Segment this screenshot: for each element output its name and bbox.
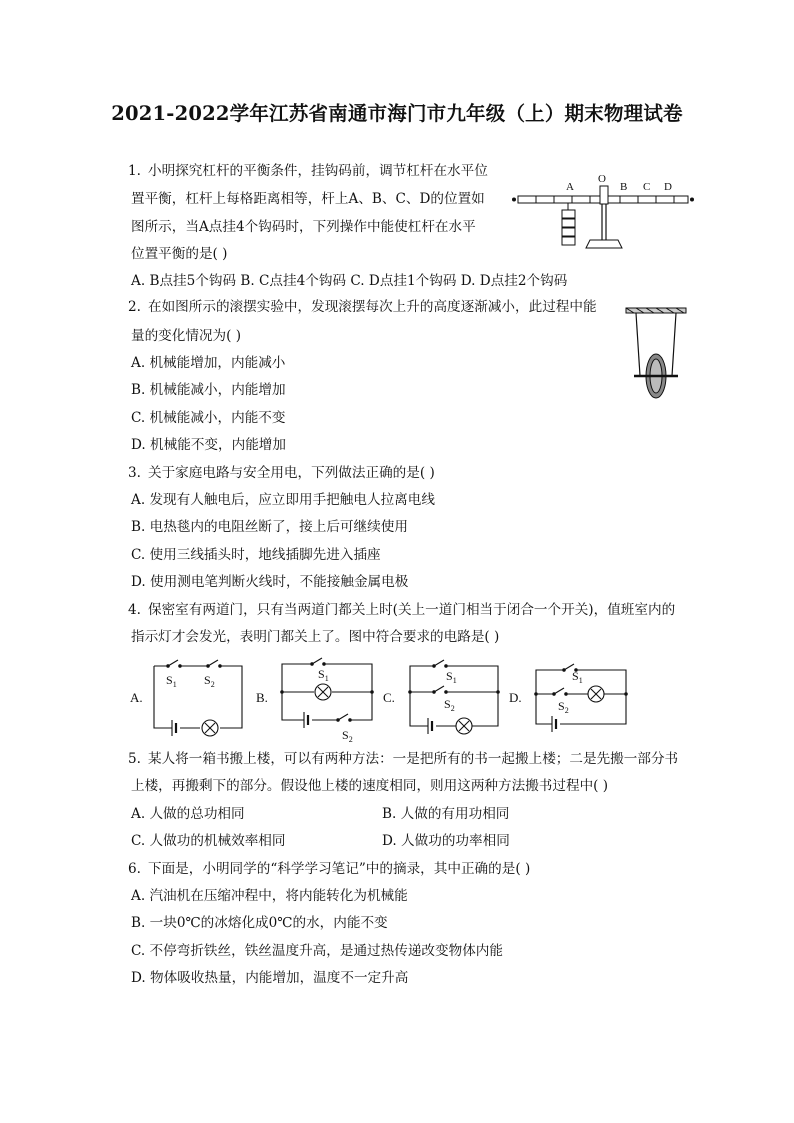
q1-line1: 1. 小明探究杠杆的平衡条件，挂钩码前，调节杠杆在水平位 [128, 163, 488, 179]
q6-number: 6. [128, 861, 141, 877]
q2-line2: 量的变化情况为( ) [131, 328, 242, 344]
q2-option-c: C. 机械能减小，内能不变 [131, 410, 286, 426]
q3-option-b: B. 电热毯内的电阻丝断了，接上后可继续使用 [131, 519, 408, 535]
q5-option-b: B. 人做的有用功相同 [382, 806, 510, 822]
lever-label-c: C [643, 181, 651, 193]
q2-option-d: D. 机械能不变，内能增加 [131, 437, 286, 453]
q4-line2: 指示灯才会发光，表明门都关上了。图中符合要求的电路是( ) [131, 629, 500, 645]
q1-options: A. B点挂5个钩码 B. C点挂4个钩码 C. D点挂1个钩码 D. D点挂2个钩码 [131, 273, 568, 289]
circuit-c-label: C. [383, 690, 395, 705]
q2-option-b: B. 机械能减小，内能增加 [131, 382, 286, 398]
q6-stem: 6. 下面是，小明同学的“科学学习笔记”中的摘录，其中正确的是( ) [128, 861, 531, 877]
page-title: 2021-2022学年江苏省南通市海门市九年级（上）期末物理试卷 [111, 102, 683, 125]
circuit-d-label: D. [509, 690, 522, 705]
svg-text:S1: $S_1$ [318, 667, 329, 683]
q6-option-b: B. 一块0℃的冰熔化成0℃的水，内能不变 [131, 915, 388, 931]
svg-text:S2: $S_2$ [444, 697, 455, 713]
lever-label-b: B [620, 181, 628, 193]
maxwell-wheel-figure [622, 306, 690, 406]
q1-line2: 置平衡，杠杆上每格距离相等，杆上A、B、C、D的位置如 [131, 191, 485, 207]
q1-line4: 位置平衡的是( ) [131, 246, 228, 262]
q5-option-a: A. 人做的总功相同 [131, 806, 245, 822]
q6-option-c: C. 不停弯折铁丝，铁丝温度升高，是通过热传递改变物体内能 [131, 943, 503, 959]
q6-option-a: A. 汽油机在压缩冲程中，将内能转化为机械能 [131, 888, 408, 904]
lever-figure [512, 168, 694, 254]
lever-label-o: O [598, 173, 606, 185]
q1-number: 1. [128, 163, 141, 179]
q4-number: 4. [128, 602, 141, 618]
q5-option-d: D. 人做功的功率相同 [382, 833, 510, 849]
svg-text:S2: $S_2$ [558, 699, 569, 715]
q2-number: 2. [128, 299, 141, 315]
q3-stem: 3. 关于家庭电路与安全用电，下列做法正确的是( ) [128, 465, 435, 481]
svg-text:S1: $S_1$ [572, 669, 583, 685]
q5-line2: 上楼，再搬剩下的部分。假设他上楼的速度相同，则用这两种方法搬书过程中( ) [131, 778, 609, 794]
q3-option-d: D. 使用测电笔判断火线时，不能接触金属电极 [131, 574, 409, 590]
svg-text:S1: $S_1$ [166, 673, 177, 689]
q5-line1: 5. 某人将一箱书搬上楼，可以有两种方法：一是把所有的书一起搬上楼；二是先搬一部分书 [128, 751, 679, 767]
circuit-a-label: A. [130, 690, 143, 705]
q6-option-d: D. 物体吸收热量，内能增加，温度不一定升高 [131, 970, 409, 986]
lever-label-d: D [664, 181, 672, 193]
q3-number: 3. [128, 465, 141, 481]
q5-number: 5. [128, 751, 141, 767]
circuit-b-label: B. [256, 690, 268, 705]
q2-option-a: A. 机械能增加，内能减小 [131, 355, 286, 371]
circuit-options [128, 656, 638, 744]
q4-line1: 4. 保密室有两道门，只有当两道门都关上时(关上一道门相当于闭合一个开关)，值班室内的 [128, 602, 676, 618]
q5-option-c: C. 人做功的机械效率相同 [131, 833, 286, 849]
q3-option-a: A. 发现有人触电后，应立即用手把触电人拉离电线 [131, 492, 435, 508]
lever-label-a: A [566, 181, 574, 193]
q2-line1: 2. 在如图所示的滚摆实验中，发现滚摆每次上升的高度逐渐减小，此过程中能 [128, 299, 597, 315]
q3-option-c: C. 使用三线插头时，地线插脚先进入插座 [131, 547, 381, 563]
svg-text:S2: $S_2$ [204, 673, 215, 689]
svg-text:S1: $S_1$ [446, 669, 457, 685]
q1-line3: 图所示，当A点挂4个钩码时，下列操作中能使杠杆在水平 [131, 219, 476, 235]
svg-text:S2: $S_2$ [342, 728, 353, 744]
